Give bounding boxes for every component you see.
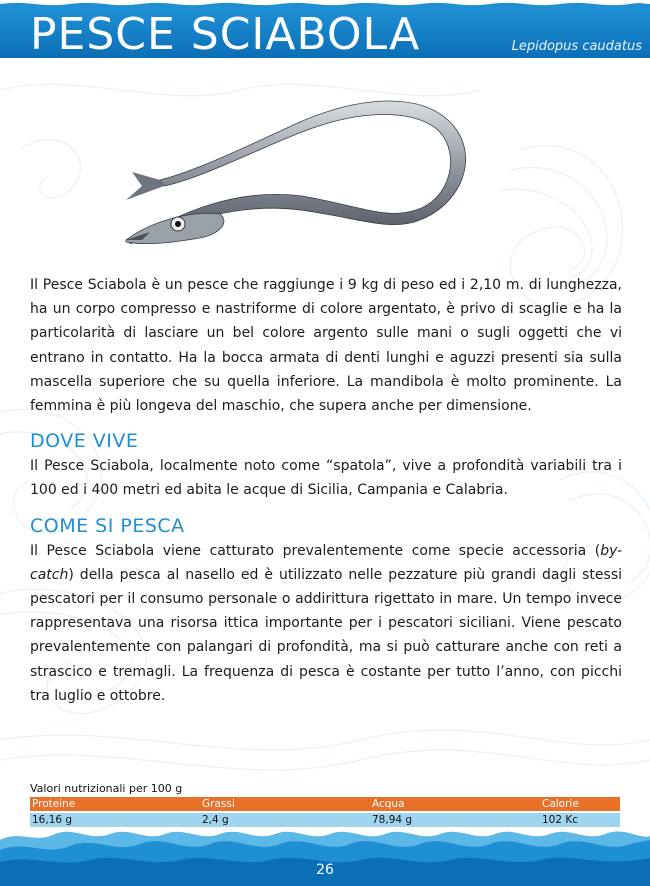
nutrition-values-row [30,813,620,827]
fish-illustration [120,82,500,262]
page-title: PESCE SCIABOLA [30,9,421,60]
intro-paragraph: Il Pesce Sciabola è un pesce che raggiunge i 9 kg di peso ed i 2,10 m. di lunghezza, ha un corpo compresso e nastriforme di colore argentato, è privo di scaglie e ha la particolarità di lasciare un bel colore argento sulle mani o sugli oggetti che vi entrano in contatto. Ha la bocca armata di denti lunghi e aguzzi presenti sia sulla mascella superiore che su quella inferiore. La mandibola è molto prominente. La femmina è più longeva del maschio, che supera anche per dimensione. [30,277,622,415]
nutrition-table [30,782,620,827]
habitat-paragraph: Il Pesce Sciabola, localmente noto come “spatola”, vive a profondità variabili tra i 100 ed i 400 metri ed abita le acque di Sicilia, Campania e Calabria. [30,458,622,499]
value-acqua: 78,94 g [372,814,413,826]
header-grassi: Grassi [202,798,235,810]
header-proteine: Proteine [32,798,76,810]
section-title-fishing: COME SI PESCA [30,514,185,537]
scientific-name: Lepidopus caudatus [511,39,642,54]
fishing-text-italic: by-catch [30,542,622,583]
nutrition-caption: Valori nutrizionali per 100 g [30,782,183,795]
section-title-habitat: DOVE VIVE [30,430,139,453]
nutrition-header-row [30,797,620,811]
page-header [0,0,650,62]
fishing-paragraph [30,539,622,708]
fishing-text-start: Il Pesce Sciabola viene catturato prevalentemente come specie accessoria ( [30,542,601,559]
fishing-text-end: ) della pesca al nasello ed è utilizzato nelle pezzature più grandi dagli stessi pescatori per il consumo personale o addirittura rigettato in mare. Un tempo invece rappresentava una risorsa ittica importante per i pescatori siciliani. Viene pescato prevalentemente con palangari di profondità, ma si può catturare anche con reti a strascico e tremagli. La frequenza di pesca è costante per tutto l’anno, con picchi tra luglio e ottobre. [30,566,622,704]
header-calorie: Calorie [542,798,579,810]
header-acqua: Acqua [372,798,405,810]
value-grassi: 2,4 g [202,814,229,826]
article-body [30,273,622,708]
value-proteine: 16,16 g [32,814,73,826]
value-calorie: 102 Kc [542,814,579,826]
page-number: 26 [316,862,334,878]
